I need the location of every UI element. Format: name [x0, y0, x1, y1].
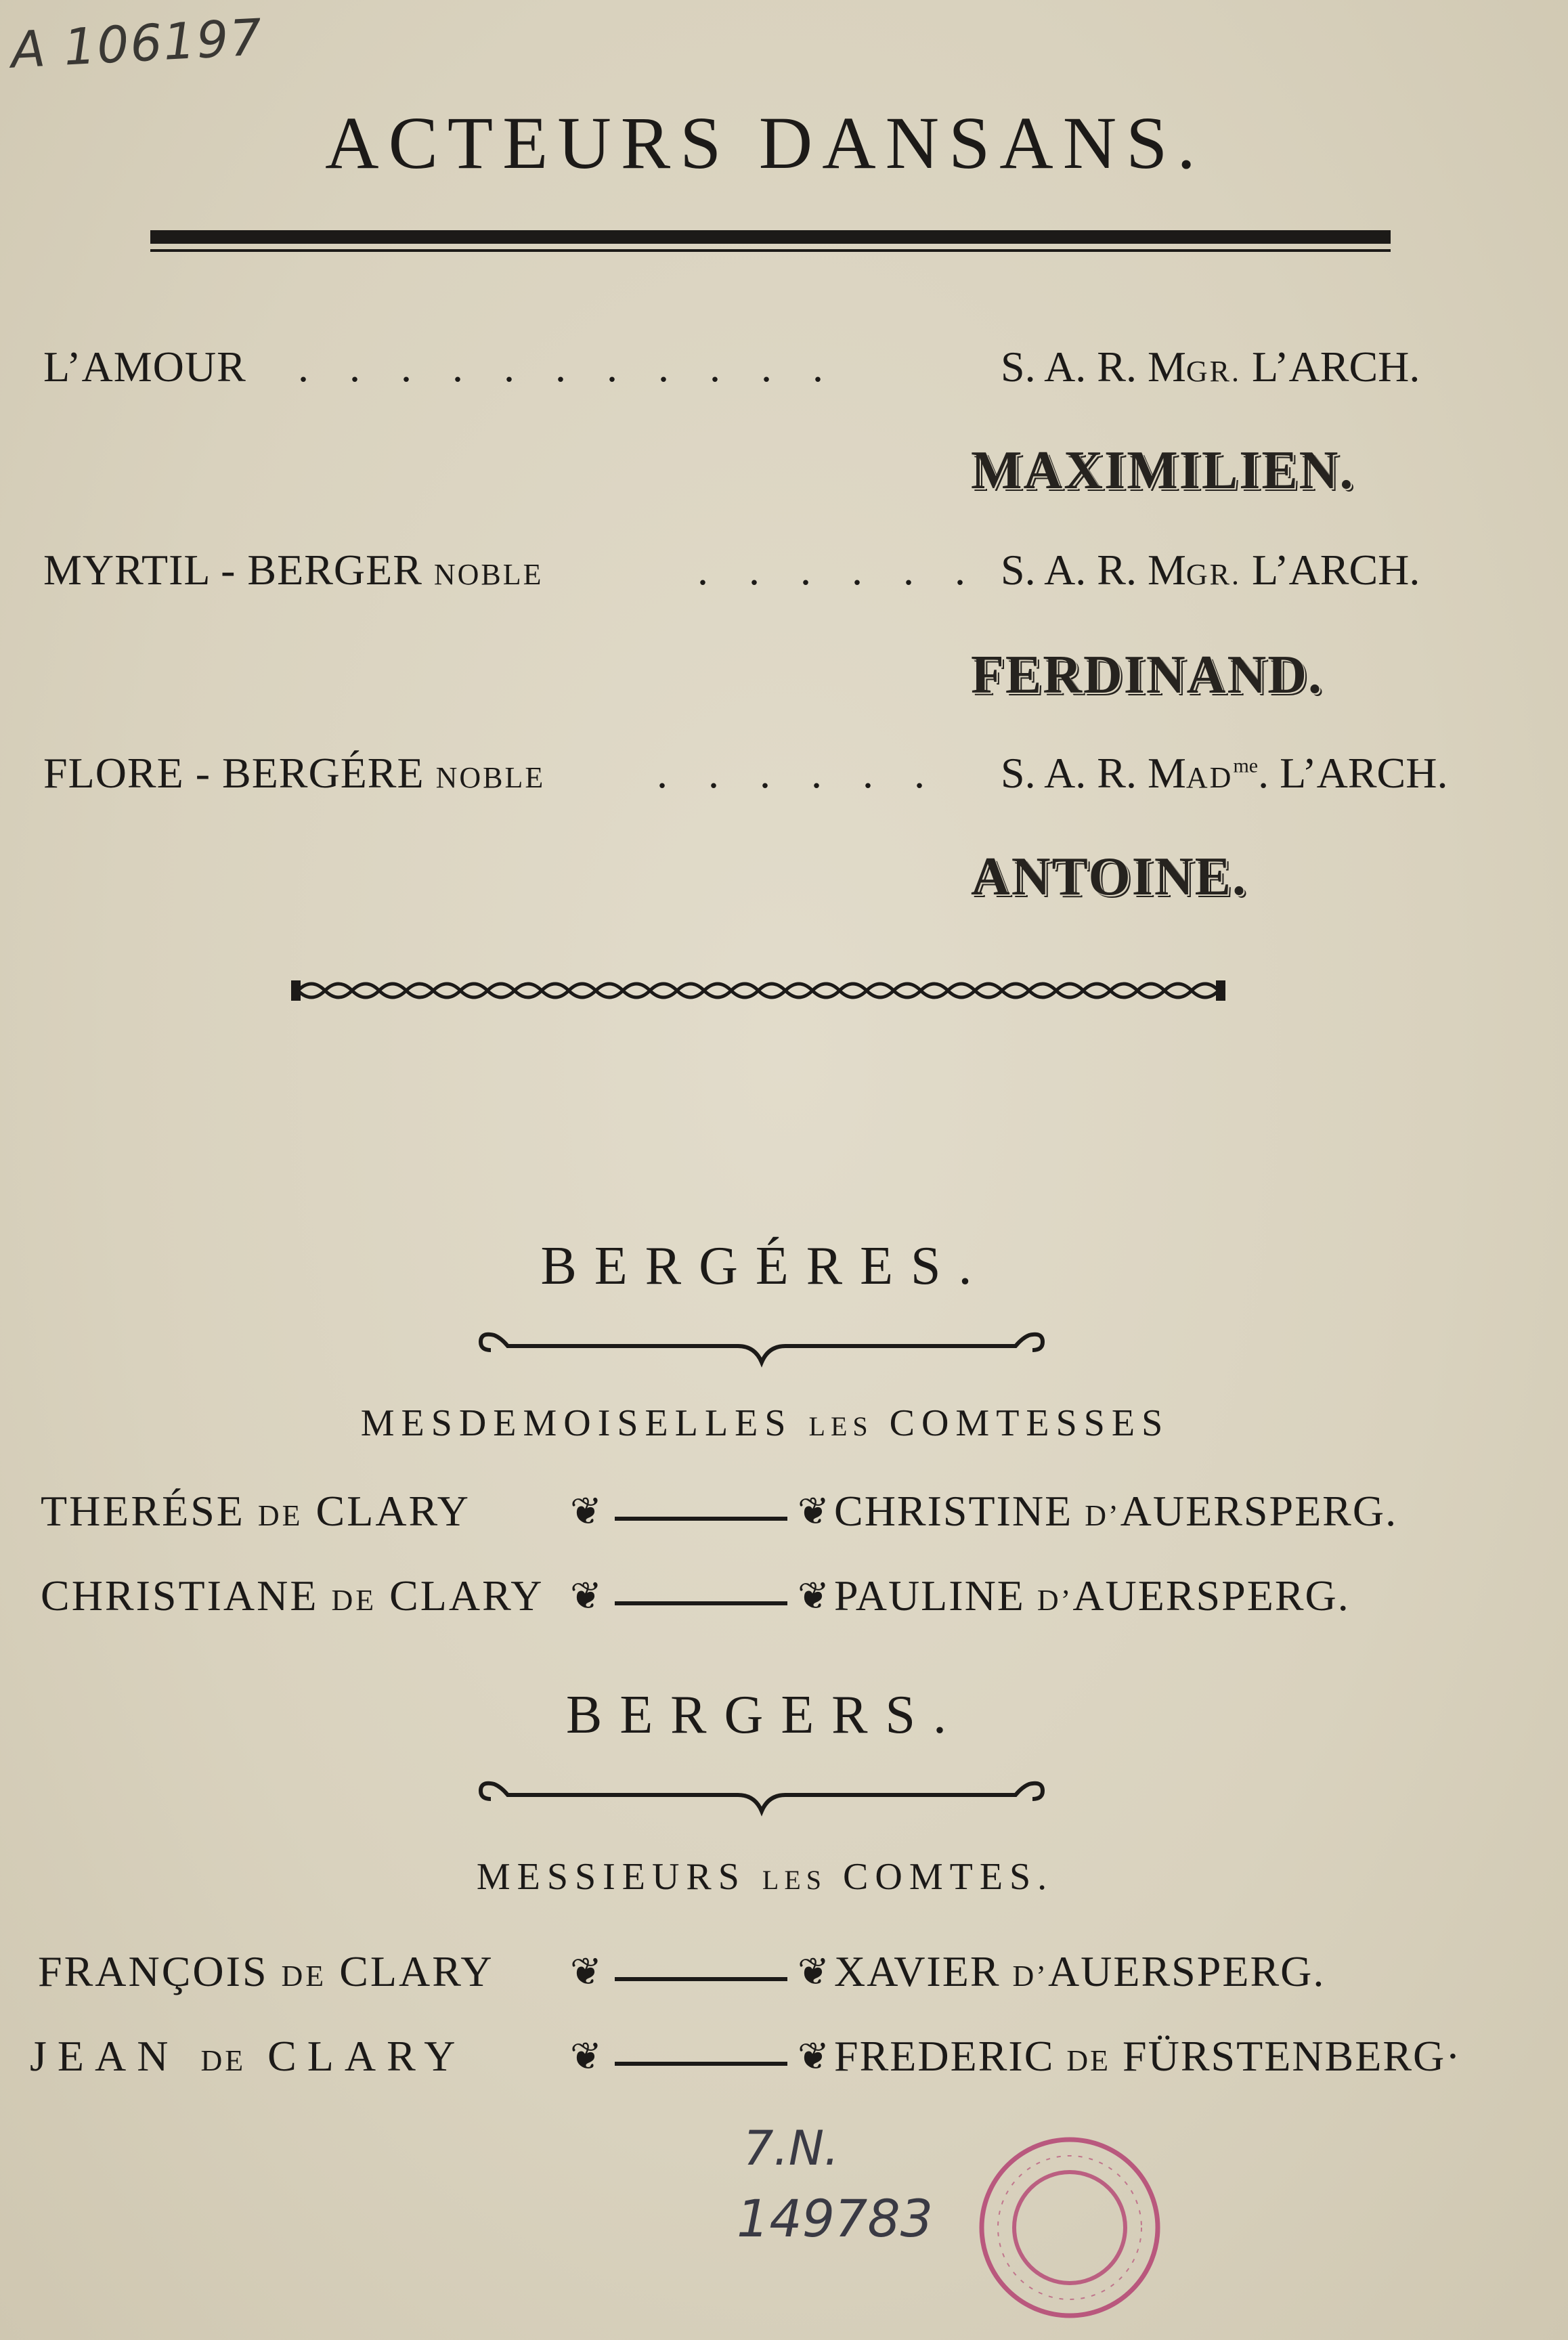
subheading-small: LES [762, 1865, 827, 1895]
cast-role-3 [43, 748, 545, 798]
pair-particle: DE [281, 1959, 327, 1993]
actor-title-end: . L’ARCH. [1258, 749, 1448, 797]
pair-left-berger-1 [38, 1947, 494, 1997]
cast-role-1 [43, 342, 246, 392]
fleuron-icon: ❦ [798, 1491, 829, 1533]
pair-connector-rule [615, 1601, 787, 1605]
handwritten-note-2: 149783 [737, 2188, 934, 2249]
actor-title-end: L’ARCH. [1241, 343, 1420, 391]
pair-surname: AUERSPERG. [1120, 1487, 1398, 1535]
fleuron-icon: ❦ [570, 1576, 602, 1618]
pair-surname: CLARY [339, 1947, 494, 1995]
subheading-end: COMTESSES [889, 1402, 1170, 1444]
fleuron-icon: ❦ [570, 1491, 602, 1533]
pair-surname: CLARY [315, 1487, 471, 1535]
section-heading-bergers: BERGERS. [565, 1685, 965, 1745]
pair-surname: CLARY [389, 1572, 544, 1620]
pair-particle: D’ [1085, 1499, 1120, 1532]
fleuron-icon: ❦ [570, 1951, 602, 1993]
pair-first-name: JEAN [30, 2032, 179, 2080]
actor-title-small: GR. [1185, 558, 1241, 591]
pair-first-name: THERÉSE [41, 1487, 245, 1535]
pair-first-name: PAULINE [834, 1572, 1025, 1620]
pair-particle: D’ [1037, 1584, 1073, 1617]
bracket-ornament-1 [474, 1328, 1049, 1369]
cast-dots-1: . . . . . . . . . . . [298, 343, 838, 391]
pair-first-name: FREDERIC [834, 2032, 1055, 2080]
cast-role-text: L’AMOUR [43, 343, 246, 391]
subheading-main: MESDEMOISELLES [360, 1402, 793, 1444]
pair-right-bergere-2 [834, 1571, 1350, 1621]
pair-first-name: FRANÇOIS [38, 1947, 269, 1995]
pair-right-berger-2 [834, 2031, 1462, 2081]
cast-role-small: NOBLE [433, 558, 544, 591]
ornament-band-divider [291, 974, 1225, 1008]
pair-surname: AUERSPERG. [1072, 1572, 1350, 1620]
pair-connector-rule [615, 2062, 787, 2066]
pair-left-bergere-1 [41, 1486, 471, 1536]
subheading-mesdemoiselles [0, 1402, 1530, 1445]
pair-connector-rule [615, 1517, 787, 1521]
section-heading-bergeres: BERGÉRES. [540, 1236, 990, 1296]
cast-actor-2 [1001, 545, 1420, 595]
cast-role-text: FLORE - BERGÉRE [43, 749, 436, 797]
subheading-messieurs [0, 1855, 1530, 1899]
fleuron-icon: ❦ [798, 1576, 829, 1618]
actor-name-1: MAXIMILIEN. [971, 441, 1355, 500]
pair-left-berger-2 [30, 2031, 466, 2081]
cast-actor-1 [1001, 342, 1420, 392]
pair-first-name: XAVIER [834, 1947, 1001, 1995]
title-rule-thin [150, 249, 1391, 252]
pair-particle: DE [257, 1499, 303, 1532]
actor-title-small: AD [1185, 761, 1234, 794]
subheading-main: MESSIEURS [476, 1856, 746, 1898]
pair-right-berger-1 [834, 1947, 1325, 1997]
actor-title: S. A. R. M [1001, 546, 1186, 594]
pair-connector-rule [615, 1977, 787, 1981]
pair-particle: DE [1066, 2044, 1111, 2077]
pair-particle: DE [200, 2044, 246, 2077]
pair-surname: FÜRSTENBERG· [1123, 2032, 1462, 2080]
actor-title-end: L’ARCH. [1241, 546, 1420, 594]
cast-role-2 [43, 545, 544, 595]
pair-particle: D’ [1012, 1959, 1048, 1993]
actor-name-2: FERDINAND. [971, 645, 1323, 705]
actor-title: S. A. R. M [1001, 749, 1186, 797]
title-rule-thick [150, 230, 1391, 244]
actor-title: S. A. R. M [1001, 343, 1186, 391]
fleuron-icon: ❦ [798, 1951, 829, 1993]
fleuron-icon: ❦ [570, 2036, 602, 2078]
cast-dots-2: . . . . . . [697, 546, 980, 594]
pair-first-name: CHRISTINE [834, 1487, 1073, 1535]
fleuron-icon: ❦ [798, 2036, 829, 2078]
pair-first-name: CHRISTIANE [41, 1572, 319, 1620]
subheading-small: LES [808, 1411, 873, 1442]
actor-title-sup: me [1233, 754, 1259, 777]
handwritten-note-1: 7.N. [743, 2121, 840, 2176]
actor-title-small: GR. [1185, 355, 1241, 388]
pair-left-bergere-2 [41, 1571, 544, 1621]
subheading-end: COMTES. [843, 1856, 1054, 1898]
cast-dots-3: . . . . . . [657, 749, 940, 797]
pair-particle: DE [331, 1584, 377, 1617]
page-title: ACTEURS DANSANS. [325, 102, 1205, 184]
bracket-ornament-2 [474, 1777, 1049, 1818]
shelfmark-handwritten: A 106197 [9, 8, 265, 80]
actor-name-3: ANTOINE. [971, 847, 1247, 907]
pair-surname: AUERSPERG. [1047, 1947, 1326, 1995]
cast-actor-3 [1001, 748, 1447, 798]
cast-role-text: MYRTIL - BERGER [43, 546, 434, 594]
pair-surname: CLARY [267, 2032, 466, 2080]
pair-right-bergere-1 [834, 1486, 1397, 1536]
library-stamp-icon [968, 2126, 1171, 2329]
cast-role-small: NOBLE [435, 761, 546, 794]
